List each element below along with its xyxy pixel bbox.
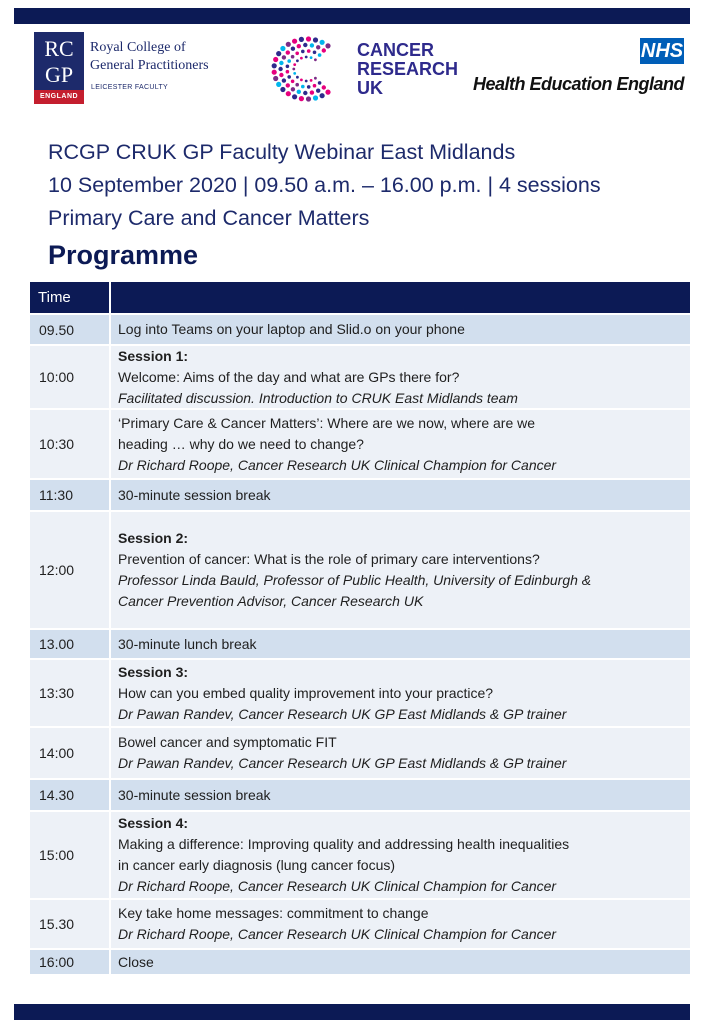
content-cell [111,728,690,778]
time-column-header: Time [38,289,71,306]
logo-dot [325,43,330,48]
content-cell [111,780,690,810]
logo-dot [287,59,291,63]
logo-dot [286,91,291,96]
rcgp-name-line1: Royal College of [90,40,186,55]
logo-dot [286,50,290,54]
logo-dot [313,51,317,55]
content-cell [111,410,690,478]
session-label: Session 1: [118,347,189,364]
rcgp-faculty: LEICESTER FACULTY [91,84,168,91]
logo-dot [279,61,283,65]
content-line: Bowel cancer and symptomatic FIT [118,734,337,750]
cruk-line1: CANCER [357,40,435,60]
logo-dot [307,49,311,53]
table-row [30,780,690,810]
logo-dot [280,46,285,51]
logo-dot [314,58,317,61]
logo-dot [301,85,305,89]
logo-dot [272,63,277,68]
content-cell [111,630,690,658]
logo-dot [292,39,297,44]
table-header [30,282,690,313]
logo-dot [295,83,299,87]
logo-dot [292,94,297,99]
table-row [30,410,690,478]
session-label: Session 2: [118,530,189,546]
time-cell: 16:00 [30,950,109,974]
logo-dot [322,85,326,89]
logo-dot [310,79,313,82]
content-line: ‘Primary Care & Cancer Matters’: Where are we now, where are we [118,414,536,431]
logo-dot [295,52,299,56]
time-cell: 15:00 [30,812,109,898]
top-banner-bar [14,8,690,24]
logo-dot [307,85,311,89]
logo-dot [279,73,283,77]
rcgp-england-band: ENGLAND [34,90,84,104]
logo-dot [313,84,317,88]
logo-dot [297,44,301,48]
table-row [30,950,690,974]
table-row [30,812,690,898]
logo-dot [310,43,314,47]
logo-dot [291,87,295,91]
logo-dot [306,96,311,101]
content-line: Prevention of cancer: What is the role of primary care interventions? [118,551,540,567]
table-row [30,346,690,408]
speaker-line: Dr Richard Roope, Cancer Research UK Clinical Champion for Cancer [118,878,557,894]
logo-dot [296,59,299,62]
content-cell [111,900,690,948]
logo-dot [299,37,304,42]
bottom-banner-bar [14,1004,690,1020]
rcgp-logo [34,32,84,104]
logo-dot [303,43,307,47]
table-row [30,315,690,344]
logo-dot [300,79,303,82]
logo-dot [278,67,282,71]
time-cell: 14:00 [30,728,109,778]
event-date-line: 10 September 2020 | 09.50 a.m. – 16.00 p.m. | 4 sessions [48,173,601,197]
time-cell: 10:00 [30,346,109,408]
logo-dot [273,76,278,81]
content-line: heading … why do we need to change? [118,435,364,452]
logo-dot [273,57,278,62]
logo-dot [320,40,325,45]
speaker-line: Dr Richard Roope, Cancer Research UK Clinical Champion for Cancer [118,456,557,473]
content-line: 30-minute session break [118,786,271,803]
logo-dot [280,87,285,92]
content-cell [111,512,690,628]
table-row [30,630,690,658]
logo-dot [313,95,318,100]
logo-dot [292,68,295,71]
logo-dot [282,55,286,59]
health-education-england-text: Health Education England [472,74,684,94]
content-line: How can you embed quality improvement into your practice? [118,684,494,701]
logo-dot [325,90,330,95]
logo-dot [316,45,320,49]
logo-dot [306,36,311,41]
rcgp-logo-letters [34,32,84,90]
event-subtitle: Primary Care and Cancer Matters [48,206,370,230]
logo-dot [322,48,326,52]
logo-dot [310,90,314,94]
table-row [30,660,690,726]
cruk-line2: RESEARCH [357,59,459,79]
logo-dot [272,70,277,75]
programme-heading: Programme [48,240,199,270]
logo-dot [296,76,299,79]
time-cell: 15.30 [30,900,109,948]
speaker-line: Cancer Prevention Advisor, Cancer Research UK [118,593,424,609]
table-row [30,512,690,628]
content-line: Log into Teams on your laptop and Slid.o on your phone [118,321,465,337]
time-cell: 09.50 [30,315,109,344]
content-line: Close [118,953,154,970]
logo-dot [318,53,322,57]
logo-dot [286,42,291,47]
time-cell: 10:30 [30,410,109,478]
logo-dot [293,63,296,66]
logo-dot [286,65,290,69]
rcgp-letters-bottom: GP [44,62,74,87]
speaker-line: Dr Richard Roope, Cancer Research UK Clinical Champion for Cancer [118,926,557,942]
logo-dot [305,56,308,59]
content-line: in cancer early diagnosis (lung cancer focus) [118,857,396,873]
time-cell: 13:30 [30,660,109,726]
logo-dot [291,47,295,51]
time-cell: 12:00 [30,512,109,628]
rcgp-letters-top: RC [44,36,74,61]
logo-dot [314,77,317,80]
nhs-logo-badge: NHS [640,40,684,62]
table-row [30,900,690,948]
time-cell: 13.00 [30,630,109,658]
speaker-line: Dr Pawan Randev, Cancer Research UK GP East Midlands & GP trainer [118,705,567,722]
logo-dot [291,55,295,59]
logo-dot [303,91,307,95]
cruk-line3: UK [357,78,383,98]
logo-dot [297,90,301,94]
logo-dot [316,89,320,93]
logo-dot [276,51,281,56]
session-label: Session 3: [118,663,189,680]
header-divider [109,282,111,313]
logo-dot [301,50,305,54]
logo-dot [287,75,291,79]
logo-dot [305,80,308,83]
cruk-logo-icon [262,36,352,102]
speaker-line: Facilitated discussion. Introduction to CRUK East Midlands team [118,389,518,406]
logo-dot [318,81,322,85]
speaker-line: Professor Linda Bauld, Professor of Public Health, University of Edinburgh & [118,572,592,588]
content-line: 30-minute lunch break [118,635,257,652]
session-label: Session 4: [118,815,189,831]
content-cell [111,480,690,510]
logo-dot [310,56,313,59]
content-cell [111,660,690,726]
rcgp-name-line2: General Practitioners [90,58,209,73]
logo-dot [313,37,318,42]
table-row [30,480,690,510]
logo-dot [286,83,290,87]
content-cell [111,812,690,898]
content-line: Welcome: Aims of the day and what are GPs there for? [118,368,460,385]
content-line: 30-minute session break [118,486,271,503]
logo-dot [282,78,286,82]
time-cell: 14.30 [30,780,109,810]
time-cell: 11:30 [30,480,109,510]
content-line: Key take home messages: commitment to change [118,905,429,921]
content-cell [111,315,690,344]
event-title: RCGP CRUK GP Faculty Webinar East Midlands [48,140,516,164]
logo-dot [299,96,304,101]
table-row [30,728,690,778]
speaker-line: Dr Pawan Randev, Cancer Research UK GP East Midlands & GP trainer [118,755,567,771]
logo-dot [300,57,303,60]
logo-dot [291,80,295,84]
logo-dot [293,72,296,75]
content-line: Making a difference: Improving quality and addressing health inequalities [118,836,570,852]
content-cell [111,950,690,974]
logo-dot [286,70,290,74]
logo-dot [276,82,281,87]
content-cell [111,346,690,408]
logo-dot [320,93,325,98]
